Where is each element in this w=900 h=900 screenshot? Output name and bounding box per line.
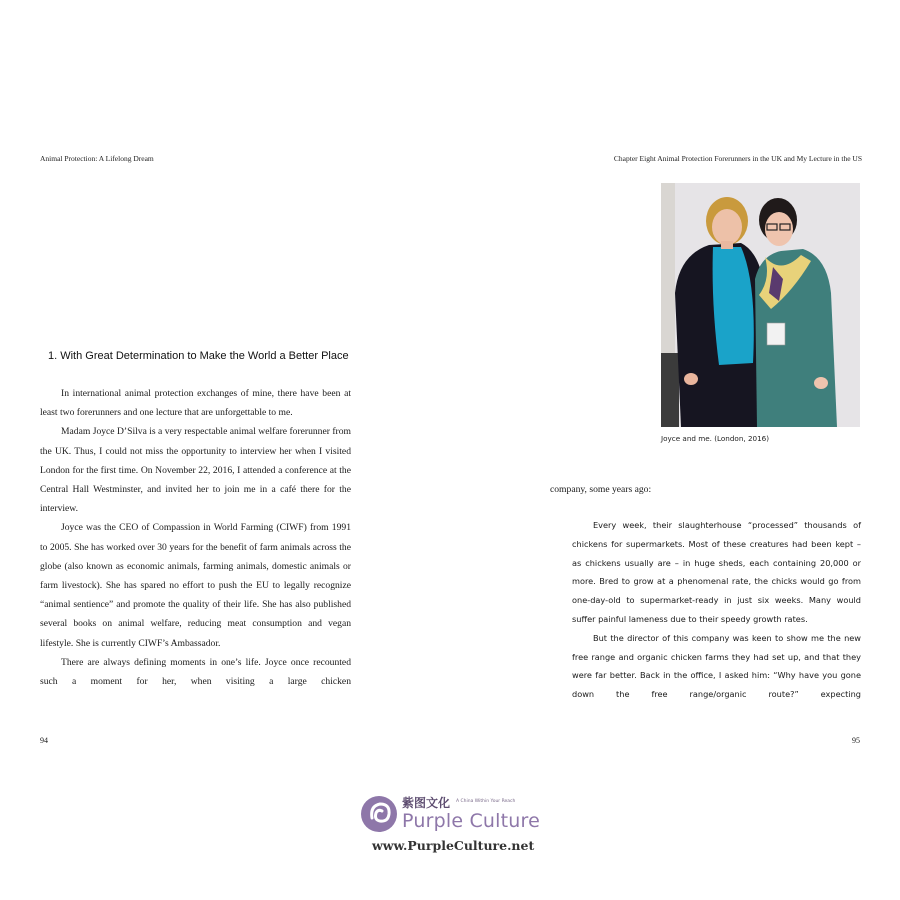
page-number-left: 94 — [40, 736, 48, 745]
photo-illustration — [661, 183, 860, 427]
purple-culture-logo — [360, 792, 550, 856]
quote-paragraph: Every week, their slaughterhouse “processed” thousands of chickens for supermarkets. Most of these creatures had been kept – as chickens usually are – in huge sheds, each containing 20,000 or more. Bred to grow at a phenomenal rate, the chicks would go from one-day-old to supermarket-ready in just six weeks. Many would suffer painful lameness due to their speedy growth rates. — [572, 520, 861, 624]
swirl-logo-icon — [360, 794, 398, 834]
quote-paragraph: But the director of this company was keen to show me the new free range and organic chicken farms they had set up, and that they were far better. Back in the office, I asked him: “Why have you gone down the free range/organic route?” expecting — [572, 632, 861, 700]
page-number-right: 95 — [852, 736, 860, 745]
paragraph: There are always defining moments in one’s life. Joyce once recounted such a moment for her, when visiting a large chicken — [40, 656, 351, 688]
logo-tagline: A China Within Your Reach — [456, 799, 516, 804]
photo-caption: Joyce and me. (London, 2016) — [661, 434, 770, 443]
running-head-left: Animal Protection: A Lifelong Dream — [40, 154, 154, 163]
left-page-body — [40, 384, 351, 691]
photo — [661, 183, 860, 427]
paragraph: Joyce was the CEO of Compassion in World Farming (CIWF) from 1991 to 2005. She has worked over 30 years for the benefit of farm animals across the globe (also known as economic animals, farming animals, domestic animals or farm livestock). She has spared no effort to push the EU to legally recognize “animal sentience” and promote the quality of their life. She has also published several books on animal welfare, reducing meat consumption and vegan lifestyle. She is currently CIWF’s Ambassador. — [40, 522, 351, 649]
logo-chinese-text: 紫图文化 — [402, 796, 451, 810]
logo-name: Purple Culture — [402, 810, 541, 832]
section-heading: 1. With Great Determination to Make the World a Better Place — [48, 350, 349, 362]
paragraph: In international animal protection exchanges of mine, there have been at least two forerunners and one lecture that are unforgettable to me. — [40, 388, 351, 419]
running-head-right: Chapter Eight Animal Protection Forerunners in the UK and My Lecture in the US — [613, 154, 862, 163]
logo-url: www.PurpleCulture.net — [372, 838, 535, 853]
continuation-line: company, some years ago: — [550, 484, 652, 495]
paragraph: Madam Joyce D’Silva is a very respectable animal welfare forerunner from the UK. Thus, I could not miss the opportunity to interview her when I visited London for the first time. On November 22, 2016, I attended a conference at the Central Hall Westminster, and invited her to join me in a café there for the interview. — [40, 426, 351, 515]
block-quote — [572, 516, 861, 704]
